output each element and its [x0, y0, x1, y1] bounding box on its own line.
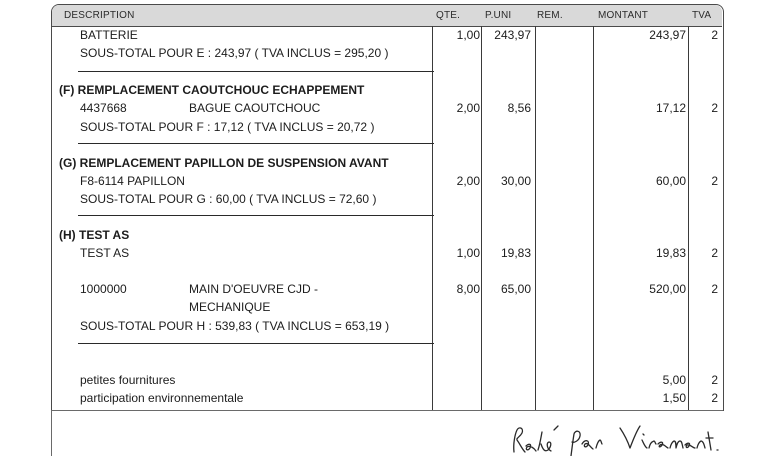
- line-label: F8-6114 PAPILLON: [80, 174, 185, 188]
- line-montant: 60,00: [655, 174, 686, 188]
- line-montant: 1,50: [662, 391, 686, 405]
- section-separator: [78, 143, 434, 144]
- section-separator: [78, 215, 434, 216]
- line-tva: 2: [711, 101, 718, 115]
- header-rem: REM.: [537, 10, 563, 21]
- column-divider: [593, 26, 594, 410]
- line-label-cont: MECHANIQUE: [189, 300, 271, 314]
- section-f-title: (F) REMPLACEMENT CAOUTCHOUC ECHAPPEMENT: [59, 83, 365, 97]
- handwritten-note: [508, 420, 748, 456]
- line-label: participation environnementale: [80, 391, 244, 405]
- column-divider: [535, 26, 536, 410]
- line-ref: 1000000: [80, 282, 127, 296]
- section-g-title: (G) REMPLACEMENT PAPILLON DE SUSPENSION AVANT: [59, 156, 389, 170]
- line-qte: 2,00: [456, 101, 480, 115]
- invoice-table-frame: [51, 4, 724, 411]
- subtotal-h: SOUS-TOTAL POUR H : 539,83 ( TVA INCLUS = 653,19 ): [80, 319, 390, 333]
- section-h-title: (H) TEST AS: [59, 228, 130, 242]
- line-tva: 2: [711, 174, 718, 188]
- line-puni: 8,56: [507, 101, 531, 115]
- column-divider: [688, 26, 689, 410]
- header-qte: QTE.: [436, 10, 461, 21]
- line-tva: 2: [711, 391, 718, 405]
- line-montant: 5,00: [662, 373, 686, 387]
- line-tva: 2: [711, 373, 718, 387]
- line-qte: 1,00: [456, 28, 480, 42]
- header-tva: TVA: [692, 10, 712, 21]
- line-montant: 520,00: [649, 282, 686, 296]
- line-puni: 243,97: [494, 28, 531, 42]
- line-qte: 8,00: [456, 282, 480, 296]
- table-left-border: [51, 410, 52, 456]
- subtotal-g: SOUS-TOTAL POUR G : 60,00 ( TVA INCLUS = 72,60 ): [80, 192, 377, 206]
- line-label: BATTERIE: [80, 28, 138, 42]
- section-separator: [78, 343, 434, 344]
- line-label: petites fournitures: [80, 373, 176, 387]
- line-qte: 1,00: [456, 246, 480, 260]
- subtotal-f: SOUS-TOTAL POUR F : 17,12 ( TVA INCLUS = 20,72 ): [80, 120, 375, 134]
- column-divider: [481, 26, 482, 410]
- section-separator: [78, 71, 434, 72]
- handwriting-text: Réglé par Virement.: [508, 420, 517, 421]
- line-puni: 30,00: [500, 174, 531, 188]
- line-label: BAGUE CAOUTCHOUC: [189, 101, 321, 115]
- line-tva: 2: [711, 246, 718, 260]
- line-montant: 17,12: [655, 101, 686, 115]
- header-description: DESCRIPTION: [64, 10, 135, 21]
- line-label: MAIN D'OEUVRE CJD -: [189, 282, 318, 296]
- line-montant: 243,97: [649, 28, 686, 42]
- line-tva: 2: [711, 28, 718, 42]
- line-puni: 65,00: [500, 282, 531, 296]
- line-tva: 2: [711, 282, 718, 296]
- line-label: TEST AS: [80, 246, 130, 260]
- line-puni: 19,83: [500, 246, 531, 260]
- column-divider: [432, 26, 433, 410]
- line-qte: 2,00: [456, 174, 480, 188]
- header-puni: P.UNI: [485, 10, 512, 21]
- line-ref: 4437668: [80, 101, 127, 115]
- table-bottom-border: [51, 410, 723, 411]
- subtotal-e: SOUS-TOTAL POUR E : 243,97 ( TVA INCLUS = 295,20 ): [80, 46, 389, 60]
- line-montant: 19,83: [655, 246, 686, 260]
- header-montant: MONTANT: [598, 10, 649, 21]
